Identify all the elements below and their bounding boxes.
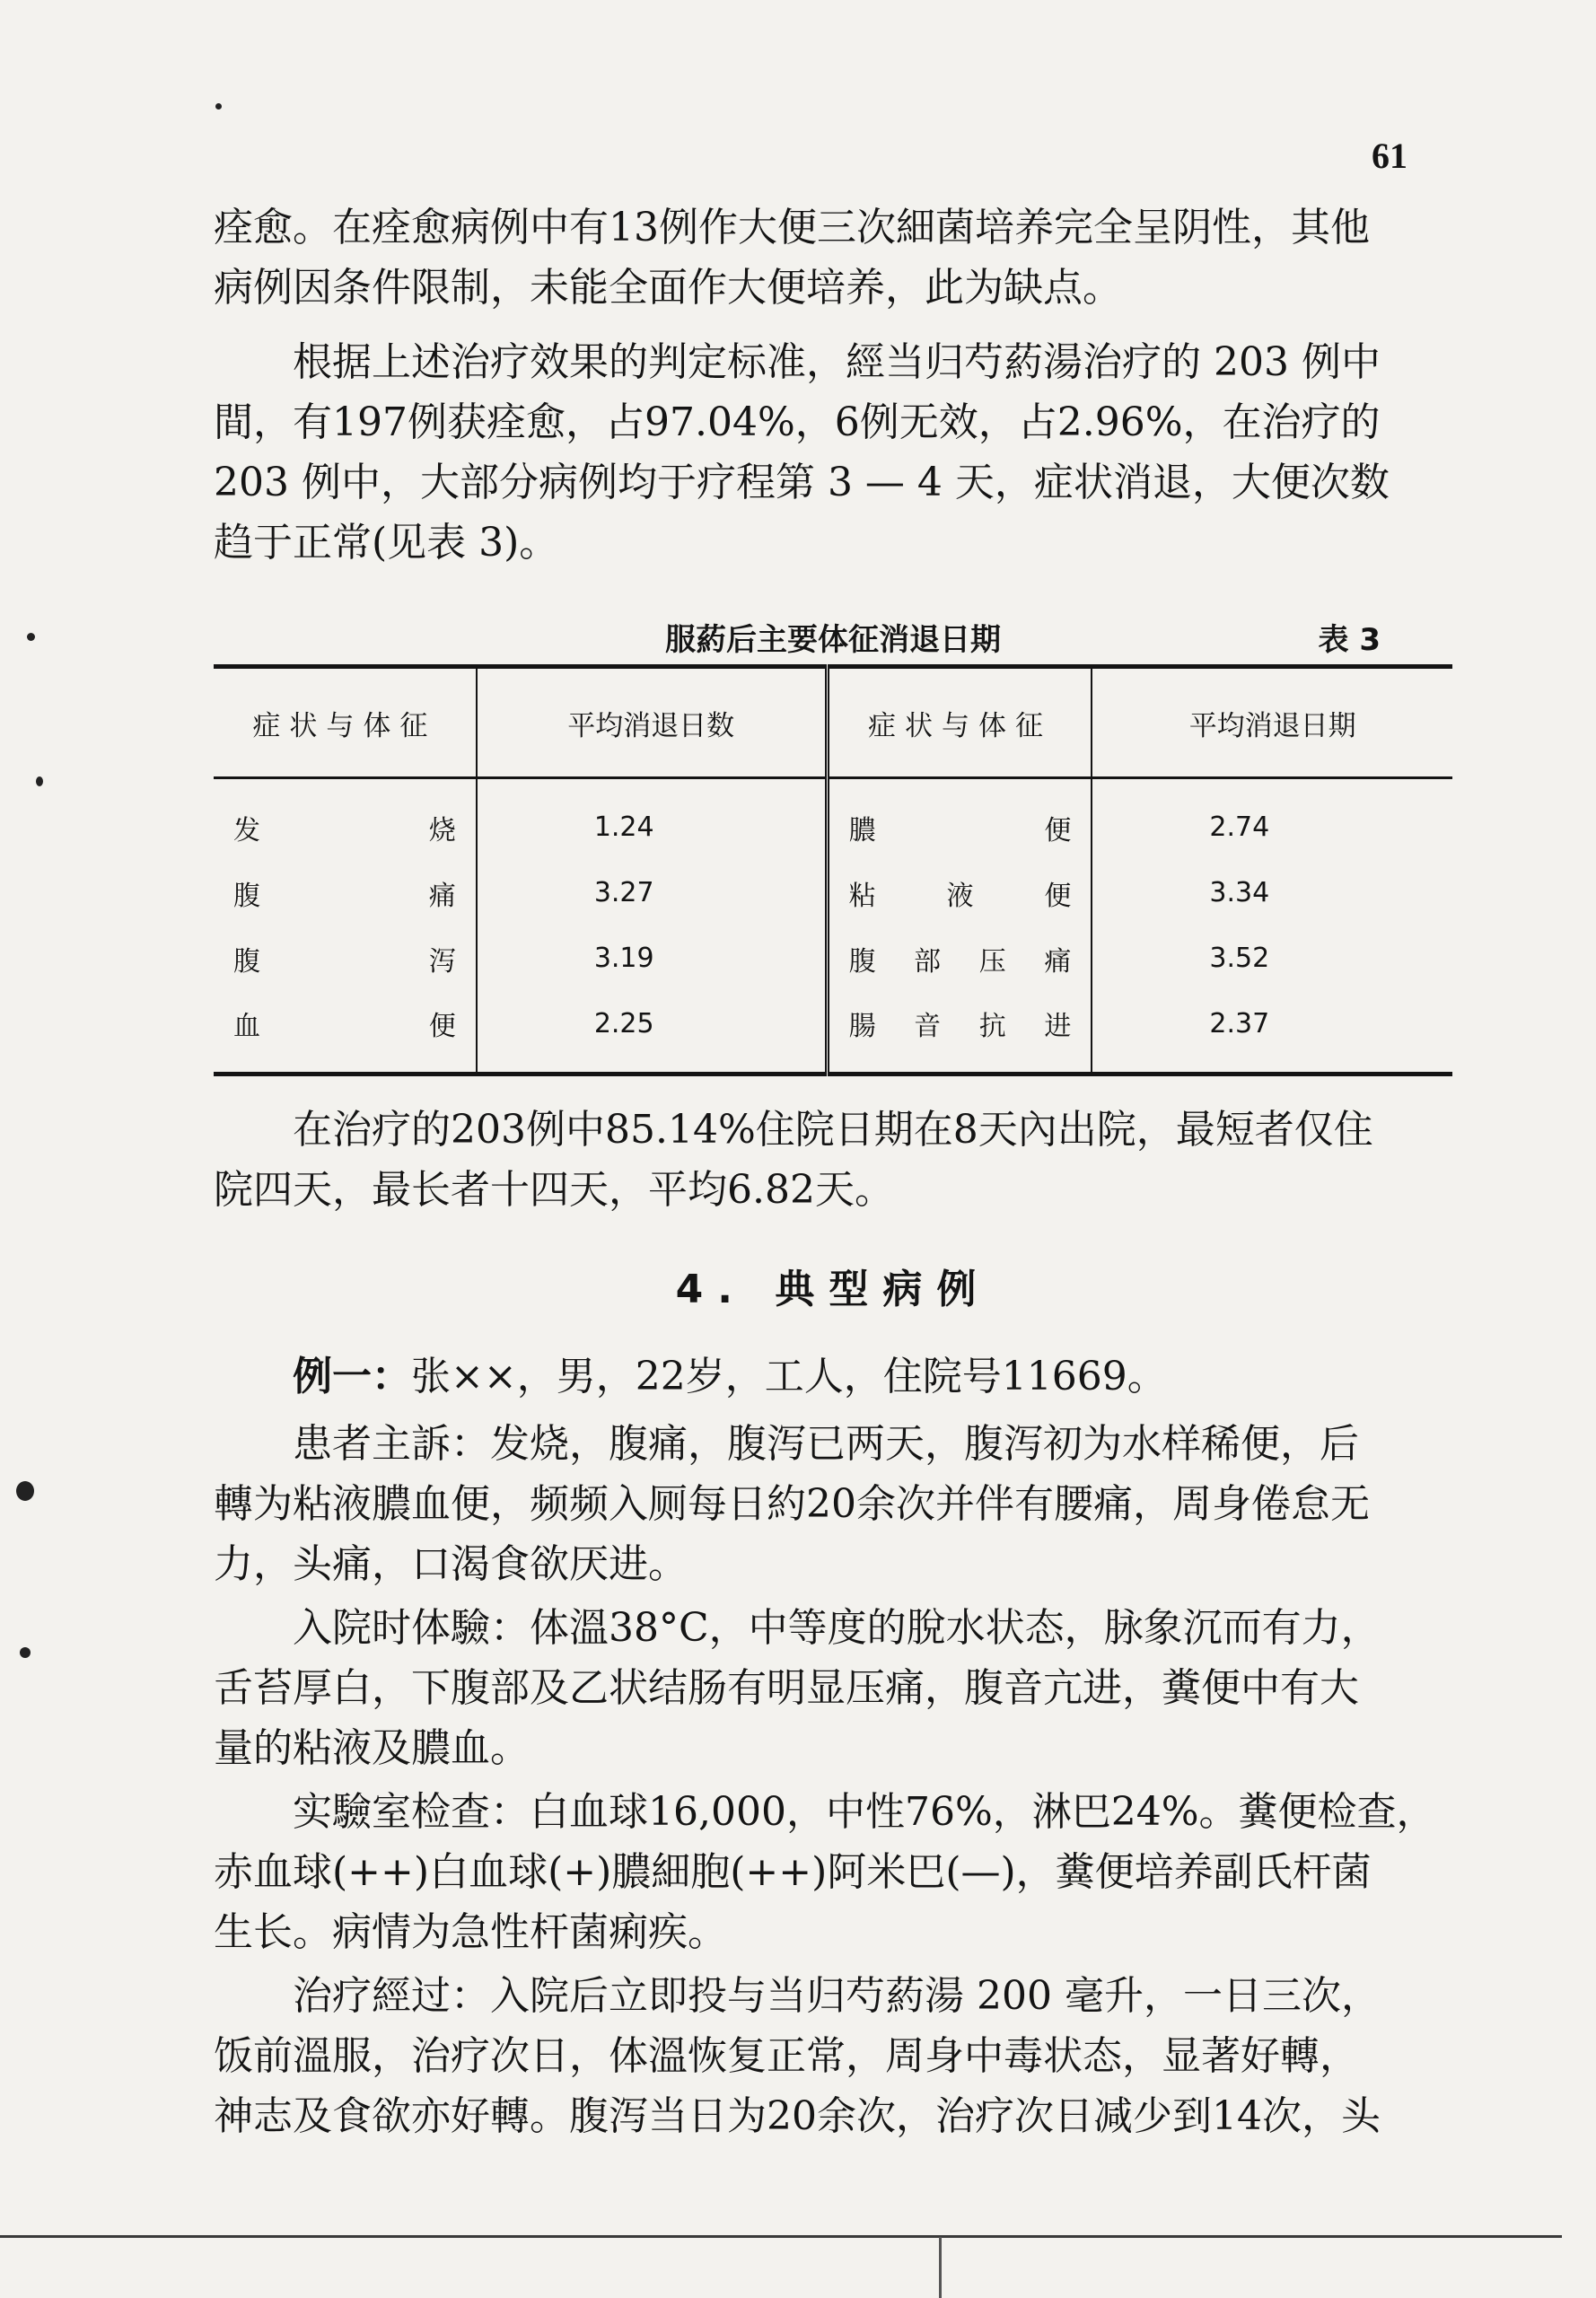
- text-line: 实驗室检查：白血球16,000，中性76%，淋巴24%。糞便检查，: [293, 1789, 1436, 1835]
- text-line: 病例因条件限制，未能全面作大便培养，此为缺点。: [214, 265, 1122, 311]
- value-cell: 1.24: [477, 778, 827, 861]
- text-line: 203 例中，大部分病例均于疗程第 3 — 4 天，症状消退，大便次数: [214, 460, 1390, 505]
- header-symptom-2: 症状与体征: [827, 667, 1092, 778]
- text-line: 轉为粘液膿血便，频频入厕每日約20余次并伴有腰痛，周身倦怠无: [214, 1481, 1370, 1527]
- symptom-cell: 腸音抗进: [848, 1011, 1072, 1042]
- scan-speck: [27, 633, 35, 641]
- text-line: 痊愈。在痊愈病例中有13例作大便三次細菌培养完全呈阴性，其他: [214, 205, 1370, 250]
- table-row: [214, 991, 1452, 1074]
- text-line: 院四天，最长者十四天，平均6.82天。: [214, 1167, 894, 1213]
- text-line: 患者主訴：发烧，腹痛，腹泻已两天，腹泻初为水样稀便，后: [293, 1421, 1359, 1467]
- text-line: 量的粘液及膿血。: [214, 1725, 530, 1771]
- page-number: 61: [1372, 136, 1407, 176]
- table-title: 服葯后主要体征消退日期: [665, 622, 1001, 658]
- symptom-cell: 腹泻: [233, 945, 456, 978]
- symptom-cell: 粘液便: [848, 880, 1072, 912]
- table-caption: [214, 615, 1452, 660]
- text-line: 力，头痛，口渴食欲厌进。: [214, 1541, 688, 1587]
- value-cell: 3.19: [477, 925, 827, 991]
- case-paragraph-lab: [214, 1782, 1452, 1962]
- text-line: 赤血球(++)白血球(+)膿細胞(++)阿米巴(—)，糞便培养副氏杆菌: [214, 1849, 1372, 1895]
- symptom-table: [214, 664, 1452, 1076]
- text-line: 神志及食欲亦好轉。腹泻当日为20余次，治疗次日减少到14次，头: [214, 2093, 1381, 2139]
- case-lead-label: 例一：: [293, 1354, 411, 1399]
- text-line: 舌苔厚白，下腹部及乙状结肠有明显压痛，腹音亢进，糞便中有大: [214, 1665, 1359, 1711]
- text-line: 在治疗的203例中85.14%住院日期在8天內出院，最短者仅住: [293, 1107, 1373, 1153]
- text-line: 趋于正常(见表 3)。: [214, 520, 559, 566]
- scan-speck: [16, 1481, 34, 1501]
- header-days-2: 平均消退日期: [1092, 667, 1452, 778]
- paragraph-after-table: [214, 1100, 1452, 1220]
- scan-speck: [215, 103, 222, 110]
- text-line: [214, 1346, 1452, 1407]
- symptom-cell: 膿便: [848, 815, 1072, 846]
- value-cell: 3.52: [1209, 943, 1270, 974]
- case-lead-text: 张××，男，22岁，工人，住院号11669。: [411, 1354, 1167, 1399]
- table-label: 表 3: [1318, 622, 1381, 658]
- case-paragraph-complaint: [214, 1414, 1452, 1594]
- symptom-cell: 腹痛: [233, 880, 456, 912]
- value-cell: 3.34: [1209, 877, 1270, 908]
- symptom-cell: 腹部压痛: [848, 945, 1072, 978]
- text-line: 生长。病情为急性杆菌痢疾。: [214, 1909, 727, 1955]
- value-cell: 3.27: [477, 860, 827, 925]
- paragraph-2: [214, 332, 1452, 573]
- symptom-cell: 发烧: [233, 815, 456, 846]
- case-paragraph-treatment: [214, 1966, 1452, 2146]
- text-line: 入院时体驗：体溫38°C，中等度的脫水状态，脉象沉而有力，: [293, 1605, 1381, 1651]
- value-cell: 2.25: [477, 991, 827, 1074]
- text-line: 根据上述治疗效果的判定标准，經当归芍葯湯治疗的 203 例中: [293, 339, 1381, 385]
- header-symptom-1: 症状与体征: [214, 667, 477, 778]
- header-days-1: 平均消退日数: [477, 667, 827, 778]
- case-paragraph-exam: [214, 1598, 1452, 1778]
- table-row: [214, 778, 1452, 861]
- scan-speck: [20, 1647, 31, 1658]
- scan-speck: [36, 776, 43, 786]
- case-lead-paragraph: [214, 1346, 1452, 1407]
- table-row: [214, 860, 1452, 925]
- fold-mark: [939, 2237, 942, 2298]
- text-line: 饭前溫服，治疗次日，体溫恢复正常，周身中毒状态，显著好轉，: [214, 2033, 1359, 2079]
- page-bottom-rule: [0, 2235, 1562, 2238]
- section-heading: 4. 典型病例: [675, 1267, 991, 1312]
- symptom-cell: 血便: [233, 1011, 456, 1042]
- value-cell: 2.37: [1209, 1008, 1270, 1039]
- text-line: 間，有197例获痊愈，占97.04%，6例无效，占2.96%，在治疗的: [214, 399, 1381, 445]
- value-cell: 2.74: [1209, 811, 1270, 843]
- table-header-row: [214, 667, 1452, 778]
- paragraph-1: [214, 197, 1452, 318]
- table-row: [214, 925, 1452, 991]
- text-line: 治疗經过：入院后立即投与当归芍葯湯 200 毫升，一日三次，: [293, 1973, 1381, 2019]
